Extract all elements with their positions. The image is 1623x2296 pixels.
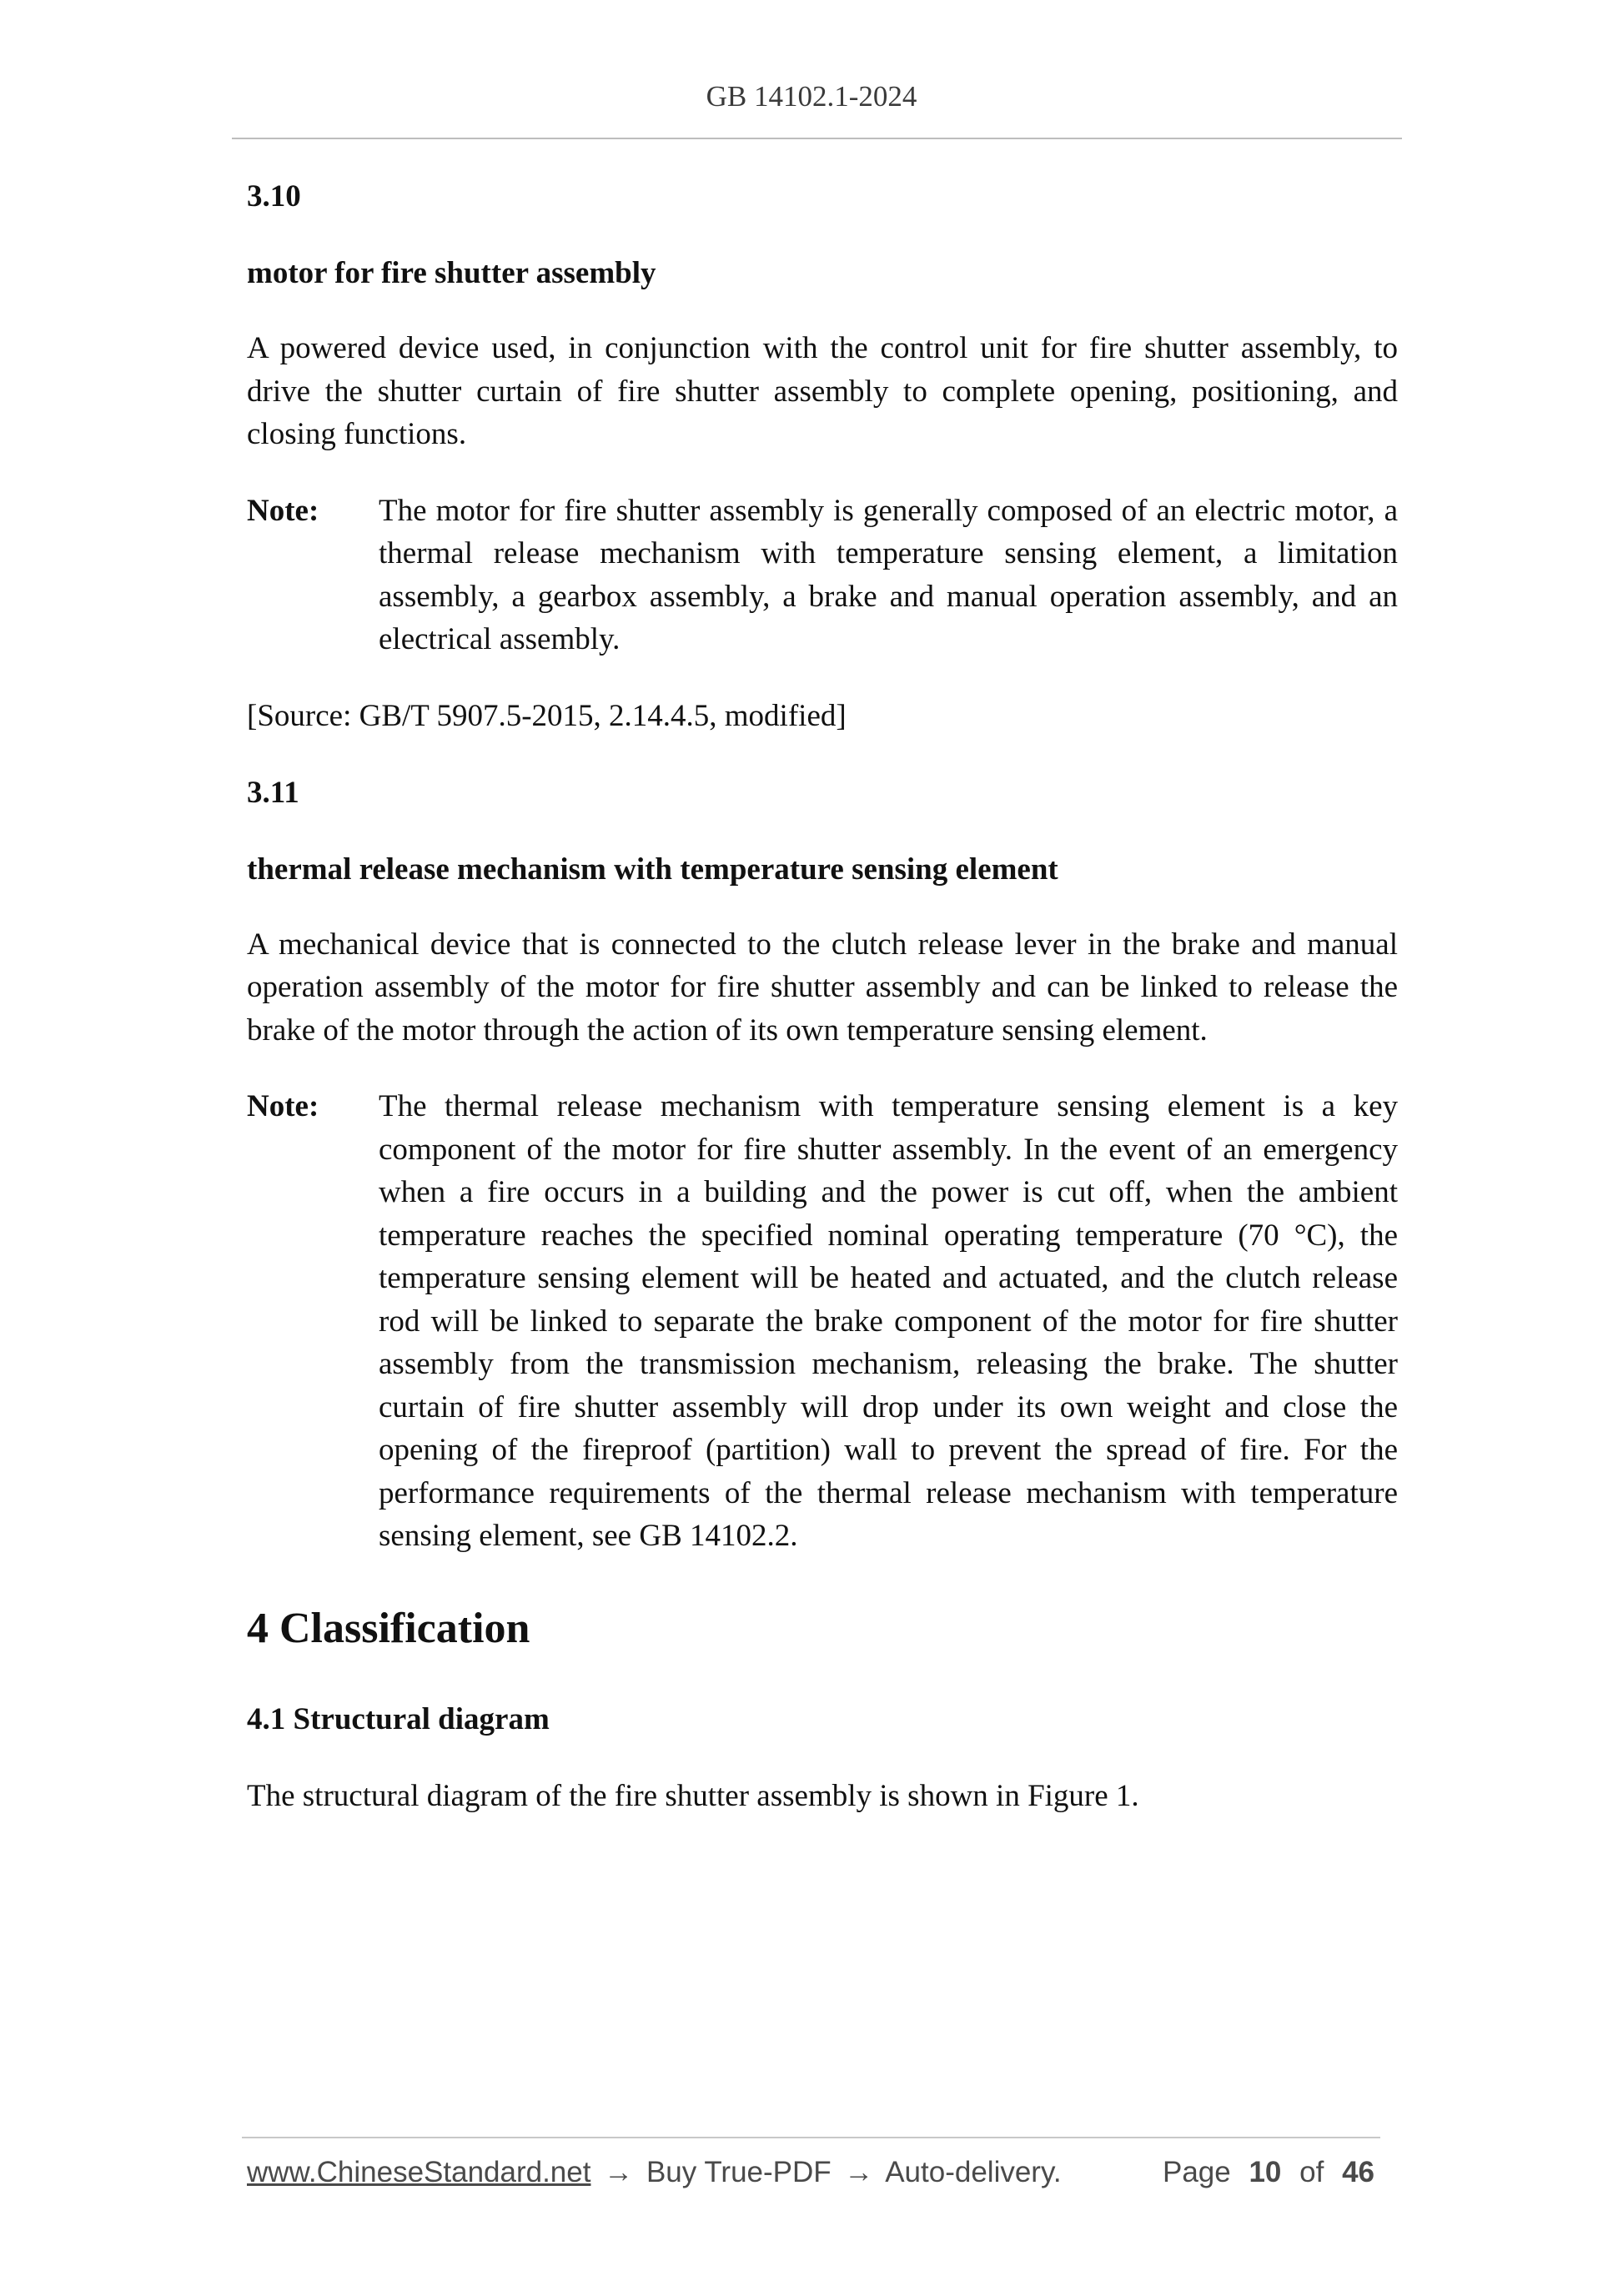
note-text: The thermal release mechanism with temperature sensing element is a key component of the motor for fire shutter assembly. In the event of an emergency when a fire occurs in a building and the power is cut off, when the ambient temperature reaches the specified nominal operating temperature (70 °C), the temperature sensing element will be heated and actuated, and the clutch release rod will be linked to separate the brake component of the motor for fire shutter assembly from the transmission mechanism, releasing the brake. The shutter curtain of fire shutter assembly will drop under its own weight and close the opening of the fireproof (partition) wall to prevent the spread of fire. For the performance requirements of the thermal release mechanism with temperature sensing element, see GB 14102.2. [379, 1089, 1398, 1553]
term-note-3-11 [247, 1085, 1398, 1558]
page-label: Page [1162, 2156, 1231, 2188]
note-label: Note: [247, 1089, 319, 1123]
note-text: The motor for fire shutter assembly is generally composed of an electric motor, a thermal release mechanism with temperature sensing element, a limitation assembly, a gearbox assembly, a brake and manual operation assembly, and an electrical assembly. [379, 493, 1398, 656]
subsection-heading-structural-diagram: 4.1 Structural diagram [247, 1701, 550, 1736]
page-header: GB 14102.1-2024 [706, 80, 917, 113]
term-title-3-10: motor for fire shutter assembly [247, 256, 656, 290]
term-source-3-10: [Source: GB/T 5907.5-2015, 2.14.4.5, modified] [247, 698, 847, 733]
term-number-3-11: 3.11 [247, 775, 299, 810]
buy-pdf-text: Buy True-PDF [646, 2156, 832, 2188]
footer-promo [247, 2156, 1062, 2189]
arrow-right-icon: → [604, 2156, 634, 2188]
term-definition-3-11: A mechanical device that is connected to the clutch release lever in the brake and manual operation assembly of the motor for fire shutter assembly and can be linked to release the brake of the motor through the action of its own temperature sensing element. [247, 927, 1398, 1048]
section-4-1-text: The structural diagram of the fire shutter assembly is shown in Figure 1. [247, 1778, 1139, 1813]
term-definition-3-10: A powered device used, in conjunction with the control unit for fire shutter assembly, to drive the shutter curtain of fire shutter assembly to complete opening, positioning, and closing functions. [247, 331, 1398, 451]
website-link[interactable]: www.ChineseStandard.net [247, 2156, 591, 2188]
auto-delivery-text: Auto-delivery. [885, 2156, 1062, 2188]
term-title-3-11: thermal release mechanism with temperature sensing element [247, 852, 1058, 887]
term-number-3-10: 3.10 [247, 179, 301, 214]
total-pages: 46 [1342, 2156, 1374, 2188]
page-footer [247, 2156, 1381, 2198]
footer-divider [242, 2137, 1380, 2138]
page-content [247, 175, 1398, 1851]
of-label: of [1299, 2156, 1324, 2188]
note-label: Note: [247, 493, 319, 528]
section-heading-classification: 4 Classification [247, 1604, 530, 1652]
arrow-right-icon: → [844, 2156, 874, 2188]
page-number: 10 [1249, 2156, 1282, 2188]
term-note-3-10 [247, 490, 1398, 661]
header-divider [232, 138, 1402, 139]
page-indicator [1163, 2156, 1374, 2189]
